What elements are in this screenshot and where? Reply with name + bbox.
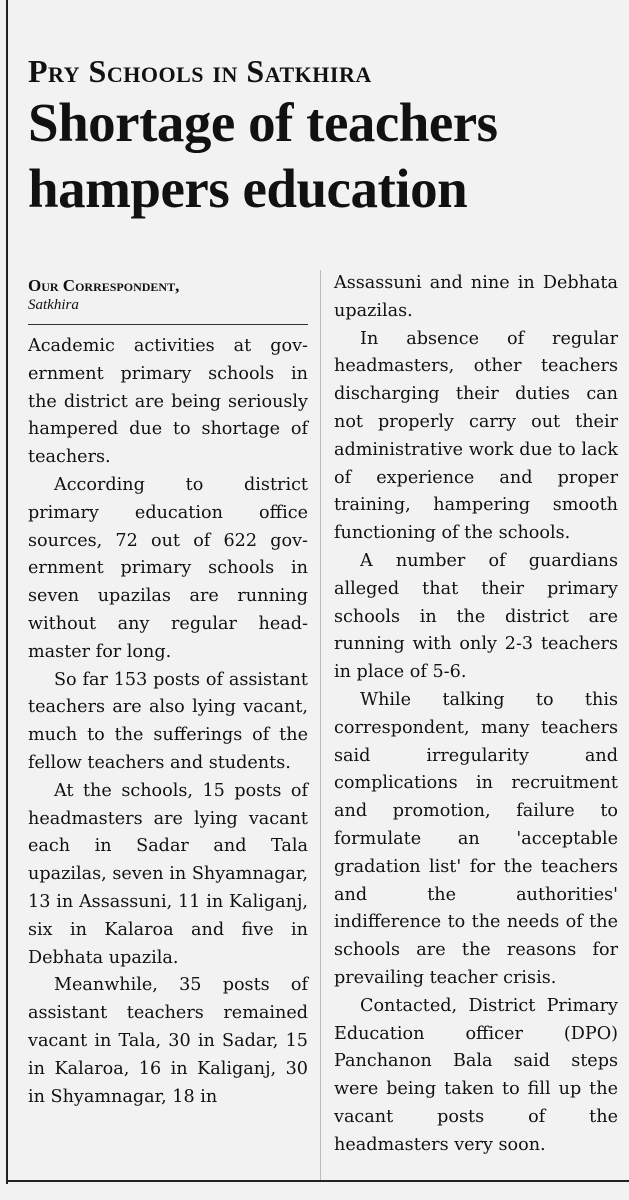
article-columns <box>28 270 624 1200</box>
paragraph: Academic activities at government primary schools in the district are being seriously hampered due to shortage of teachers. <box>28 336 308 468</box>
paragraph: At the schools, 15 posts of headmasters are lying vacant each in Sadar and Tala upazilas, seven in Shyamnagar, 13 in Assassuni, 11 in Kaliganj, six in Kalaroa and five in Debhata upazila. <box>28 780 308 968</box>
byline-rule <box>28 324 308 325</box>
column-divider <box>320 270 321 1180</box>
headline: Shortage of teachers hampers education <box>28 92 498 219</box>
paragraph: In absence of regular headmasters, other teachers discharging their duties can not properly carry out their administrative work due to lack of experience and proper training, hampering smooth functioning of the schools. <box>334 328 618 544</box>
paragraph: So far 153 posts of assistant teachers are also lying vacant, much to the sufferings of the fellow teachers and students. <box>28 669 308 773</box>
column-left <box>28 270 308 1111</box>
paragraph: Contacted, District Primary Education officer (DPO) Panchanon Bala said steps were being taken to fill up the vacant posts of the headmasters very soon. <box>334 995 618 1155</box>
kicker-heading: Pry Schools in Satkhira <box>28 53 372 89</box>
paragraph: According to district primary education office sources, 72 out of 622 government primary schools in seven upazilas are running without any regular headmaster for long. <box>28 474 308 662</box>
column-right <box>334 270 618 1160</box>
paragraph: While talking to this correspondent, many teachers said irregularity and complications in recruitment and promotion, failure to formulate an 'acceptable gradation list' for the teachers and the authorities' indifference to the needs of the schools are the reasons for prevailing teacher crisis. <box>334 689 618 988</box>
dateline: Satkhira <box>28 297 79 313</box>
byline: Our Correspondent, <box>28 276 180 295</box>
left-border-rule <box>6 0 8 1184</box>
news-article <box>28 52 624 1155</box>
paragraph: Meanwhile, 35 posts of assistant teachers remained vacant in Tala, 30 in Sadar, 15 in Kalaroa, 16 in Kaliganj, 30 in Shyamnagar, 18 in <box>28 975 308 1107</box>
paragraph: A number of guardians alleged that their primary schools in the district are running with only 2-3 teachers in place of 5-6. <box>334 550 618 683</box>
paragraph: Assassuni and nine in Debhata upazilas. <box>334 273 618 321</box>
